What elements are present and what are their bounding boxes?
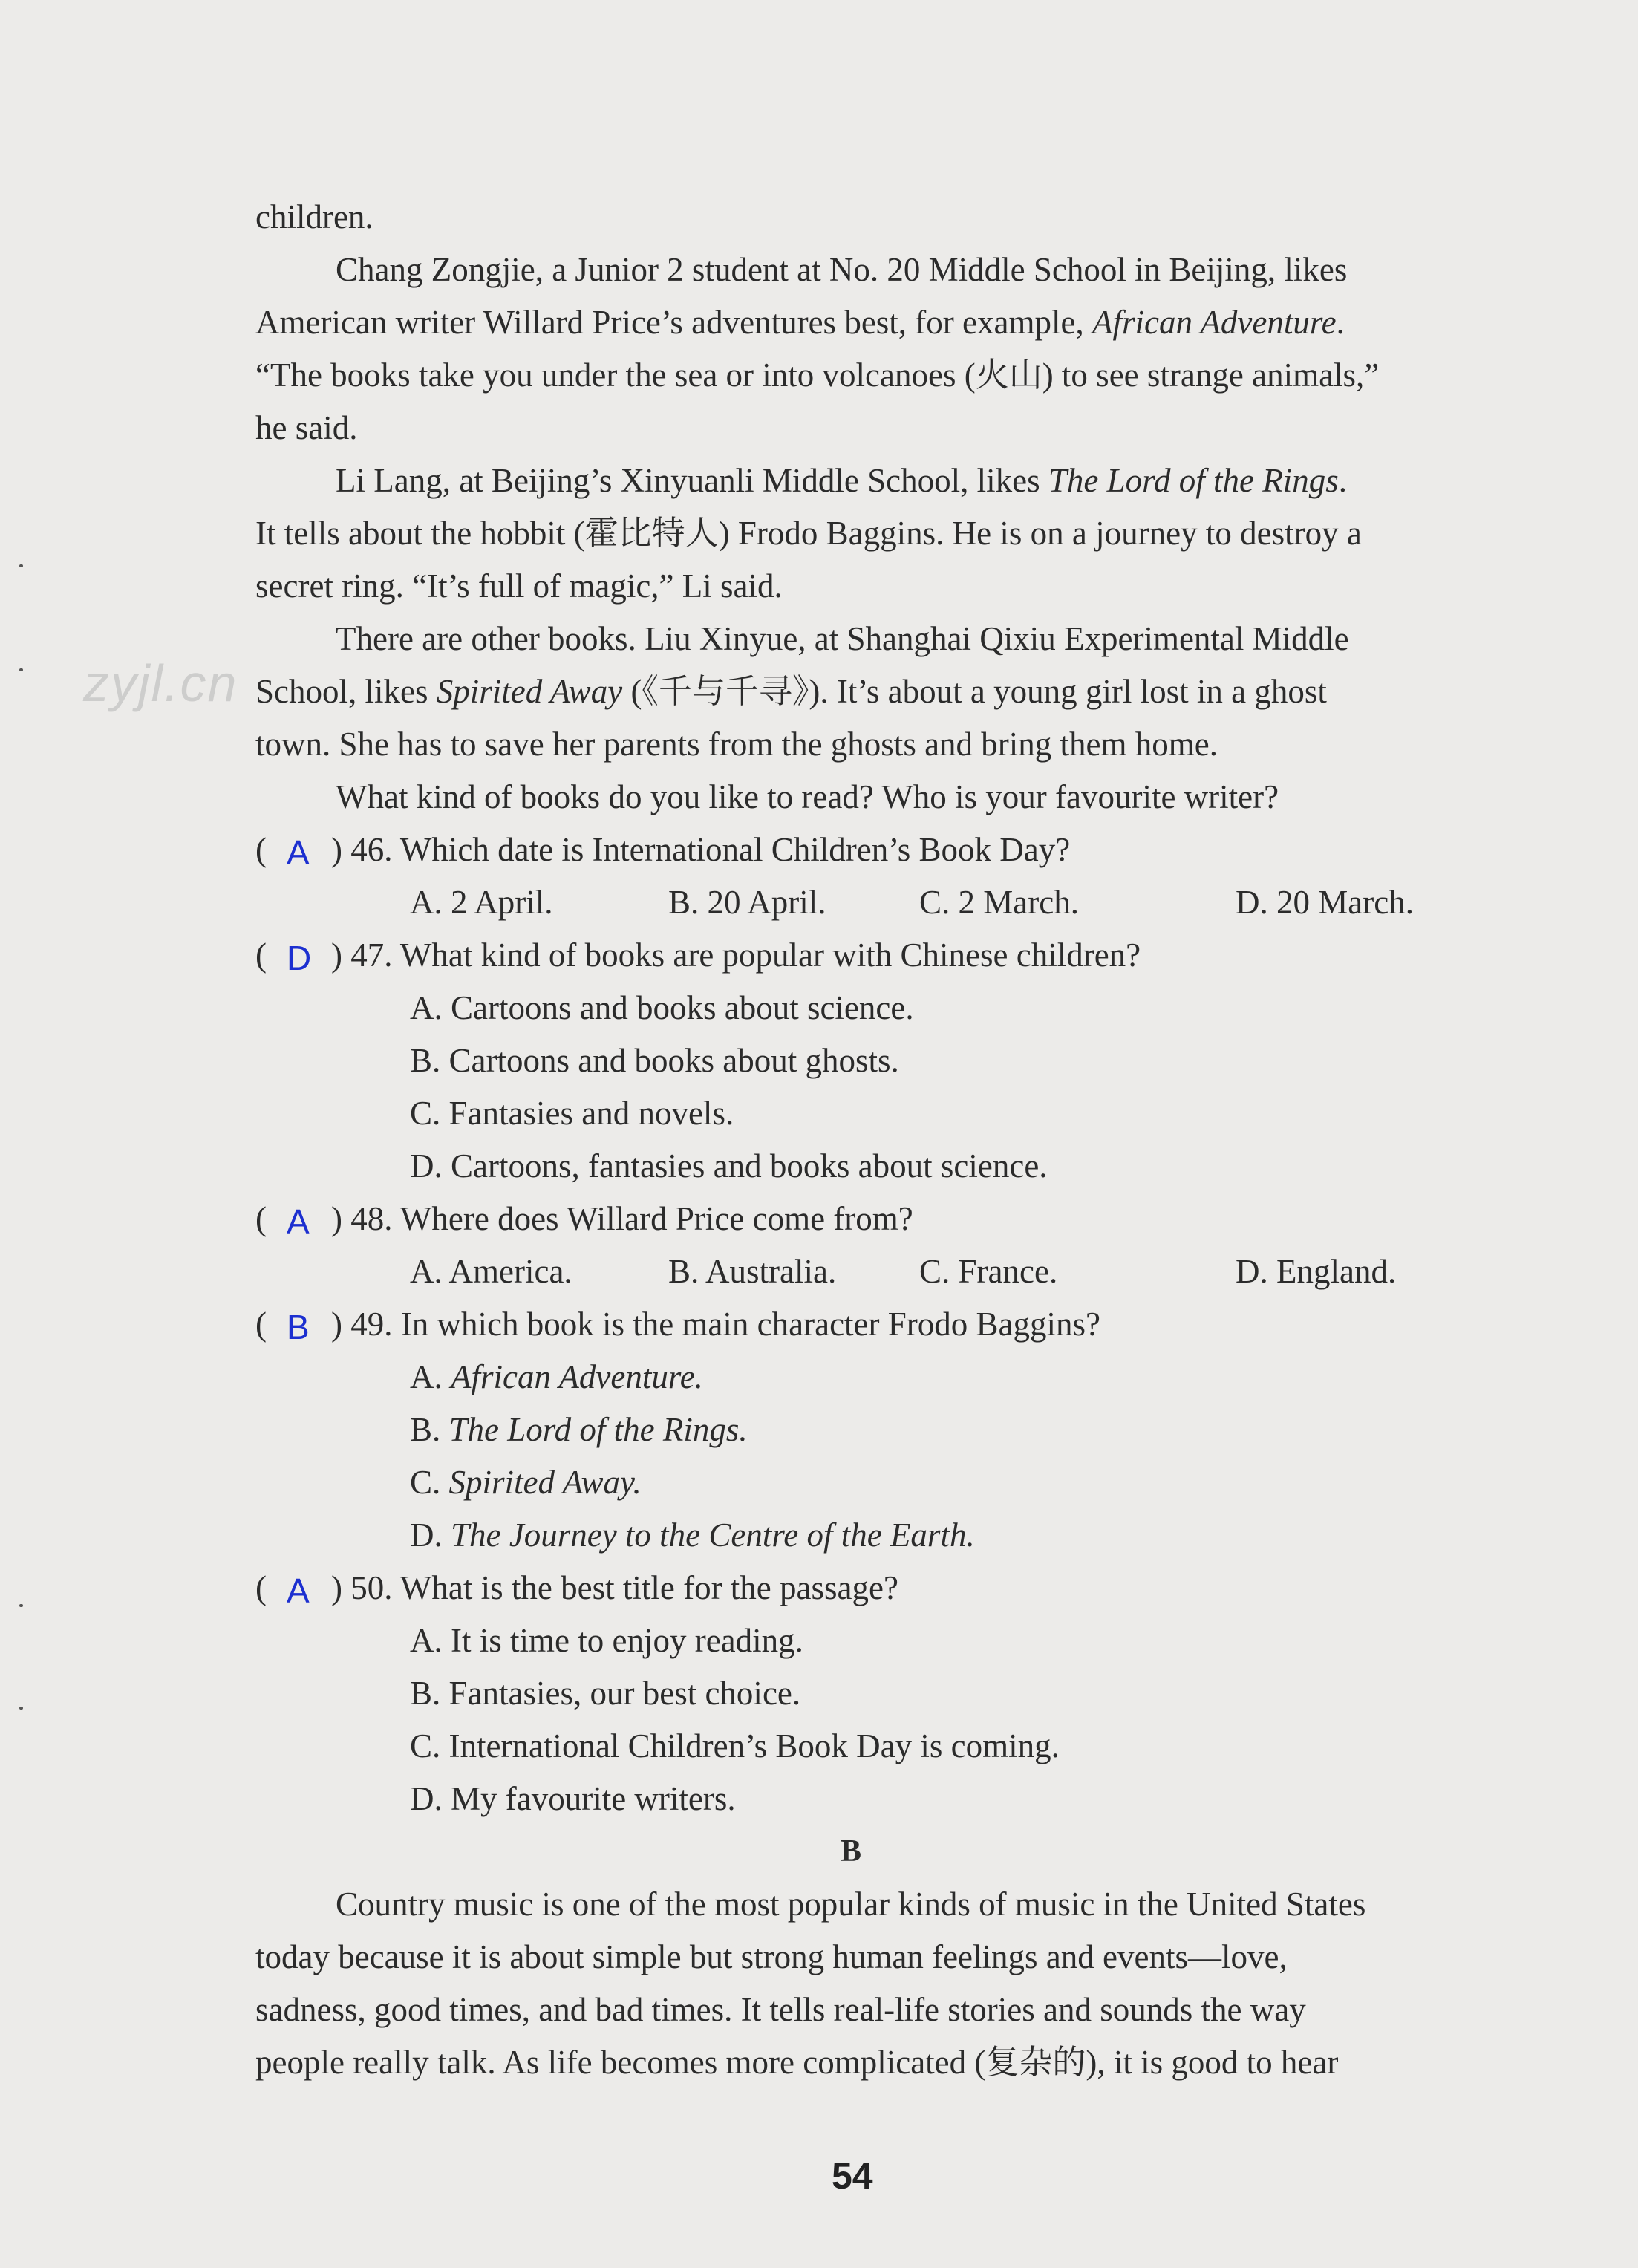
- passage-line: What kind of books do you like to read? Who is your favourite writer?: [336, 778, 1279, 815]
- passage-line: [255, 302, 1345, 343]
- option-a: A. It is time to enjoy reading.: [410, 1622, 803, 1659]
- book-title: Spirited Away: [436, 673, 623, 710]
- margin-mark: [19, 1707, 23, 1710]
- passage-line: secret ring. “It’s full of magic,” Li said.: [255, 567, 783, 605]
- answer-mark: A: [287, 1202, 310, 1241]
- page-number: 54: [832, 2155, 873, 2197]
- option-a: A. Cartoons and books about science.: [410, 989, 914, 1026]
- answer-mark: A: [287, 1571, 310, 1610]
- passage-line: he said.: [255, 409, 358, 446]
- option-a: [410, 1356, 703, 1398]
- answer-mark: A: [287, 833, 310, 872]
- option-c: C. 2 March.: [919, 884, 1079, 921]
- option-d: D. England.: [1236, 1253, 1397, 1290]
- question-text: ) 47. What kind of books are popular with Chinese children?: [331, 936, 1141, 974]
- margin-mark: [19, 668, 23, 671]
- option-b: B. Fantasies, our best choice.: [410, 1675, 801, 1712]
- option-d: D. 20 March.: [1236, 884, 1414, 921]
- watermark: zyjl.cn: [83, 654, 238, 712]
- question-text: ) 46. Which date is International Children’s Book Day?: [331, 831, 1071, 868]
- passage-text: .: [1336, 304, 1345, 341]
- option-d: D. Cartoons, fantasies and books about science.: [410, 1147, 1048, 1184]
- passage-line: [255, 671, 1327, 712]
- option-title: The Journey to the Centre of the Earth.: [451, 1516, 975, 1554]
- answer-paren: (: [255, 1200, 267, 1237]
- option-title: The Lord of the Rings.: [448, 1411, 748, 1448]
- passage-text: School, likes: [255, 673, 437, 710]
- passage-line: sadness, good times, and bad times. It tells real-life stories and sounds the way: [255, 1991, 1306, 2028]
- passage-text: .: [1338, 462, 1348, 499]
- question-text: ) 48. Where does Willard Price come from?: [331, 1200, 913, 1237]
- option-b: B. 20 April.: [668, 884, 826, 921]
- answer-mark: B: [287, 1308, 310, 1346]
- option-b: B. Cartoons and books about ghosts.: [410, 1042, 899, 1079]
- question-text: ) 49. In which book is the main character Frodo Baggins?: [331, 1306, 1100, 1343]
- book-title: African Adventure: [1092, 304, 1337, 341]
- option-c: C. Fantasies and novels.: [410, 1095, 734, 1132]
- margin-mark: [19, 564, 23, 567]
- margin-mark: [19, 1604, 23, 1607]
- option-c: C. International Children’s Book Day is coming.: [410, 1727, 1060, 1764]
- option-letter: D.: [410, 1516, 451, 1554]
- option-letter: A.: [410, 1358, 451, 1395]
- book-title: The Lord of the Rings: [1048, 462, 1339, 499]
- option-d: D. My favourite writers.: [410, 1780, 736, 1817]
- passage-line: today because it is about simple but strong human feelings and events—love,: [255, 1938, 1288, 1975]
- option-d: [410, 1514, 975, 1556]
- passage-text: Li Lang, at Beijing’s Xinyuanli Middle School, likes: [336, 462, 1048, 499]
- answer-paren: (: [255, 831, 267, 868]
- option-letter: C.: [410, 1464, 449, 1501]
- option-b: [410, 1409, 748, 1450]
- option-title: African Adventure.: [451, 1358, 703, 1395]
- option-a: A. America.: [410, 1253, 572, 1290]
- question-text: ) 50. What is the best title for the passage?: [331, 1569, 898, 1606]
- passage-line: “The books take you under the sea or into volcanoes (火山) to see strange animals,”: [255, 356, 1380, 394]
- section-heading: B: [841, 1834, 862, 1868]
- answer-paren: (: [255, 1569, 267, 1606]
- option-c: C. France.: [919, 1253, 1058, 1290]
- option-letter: B.: [410, 1411, 449, 1448]
- option-a: A. 2 April.: [410, 884, 553, 921]
- passage-line: town. She has to save her parents from the ghosts and bring them home.: [255, 726, 1218, 763]
- passage-line: [336, 460, 1347, 501]
- passage-line: children.: [255, 198, 373, 235]
- answer-paren: (: [255, 936, 267, 974]
- answer-paren: (: [255, 1306, 267, 1343]
- passage-text: (《千与千寻》). It’s about a young girl lost in a ghost: [622, 673, 1327, 710]
- passage-line: Country music is one of the most popular kinds of music in the United States: [336, 1886, 1366, 1923]
- passage-line: people really talk. As life becomes more complicated (复杂的), it is good to hear: [255, 2044, 1339, 2081]
- passage-line: It tells about the hobbit (霍比特人) Frodo Baggins. He is on a journey to destroy a: [255, 515, 1362, 552]
- option-b: B. Australia.: [668, 1253, 837, 1290]
- passage-text: American writer Willard Price’s adventures best, for example,: [255, 304, 1092, 341]
- option-title: Spirited Away.: [448, 1464, 642, 1501]
- answer-mark: D: [287, 939, 312, 977]
- passage-line: Chang Zongjie, a Junior 2 student at No. 20 Middle School in Beijing, likes: [336, 251, 1348, 288]
- option-c: [410, 1462, 642, 1503]
- passage-line: There are other books. Liu Xinyue, at Shanghai Qixiu Experimental Middle: [336, 620, 1349, 657]
